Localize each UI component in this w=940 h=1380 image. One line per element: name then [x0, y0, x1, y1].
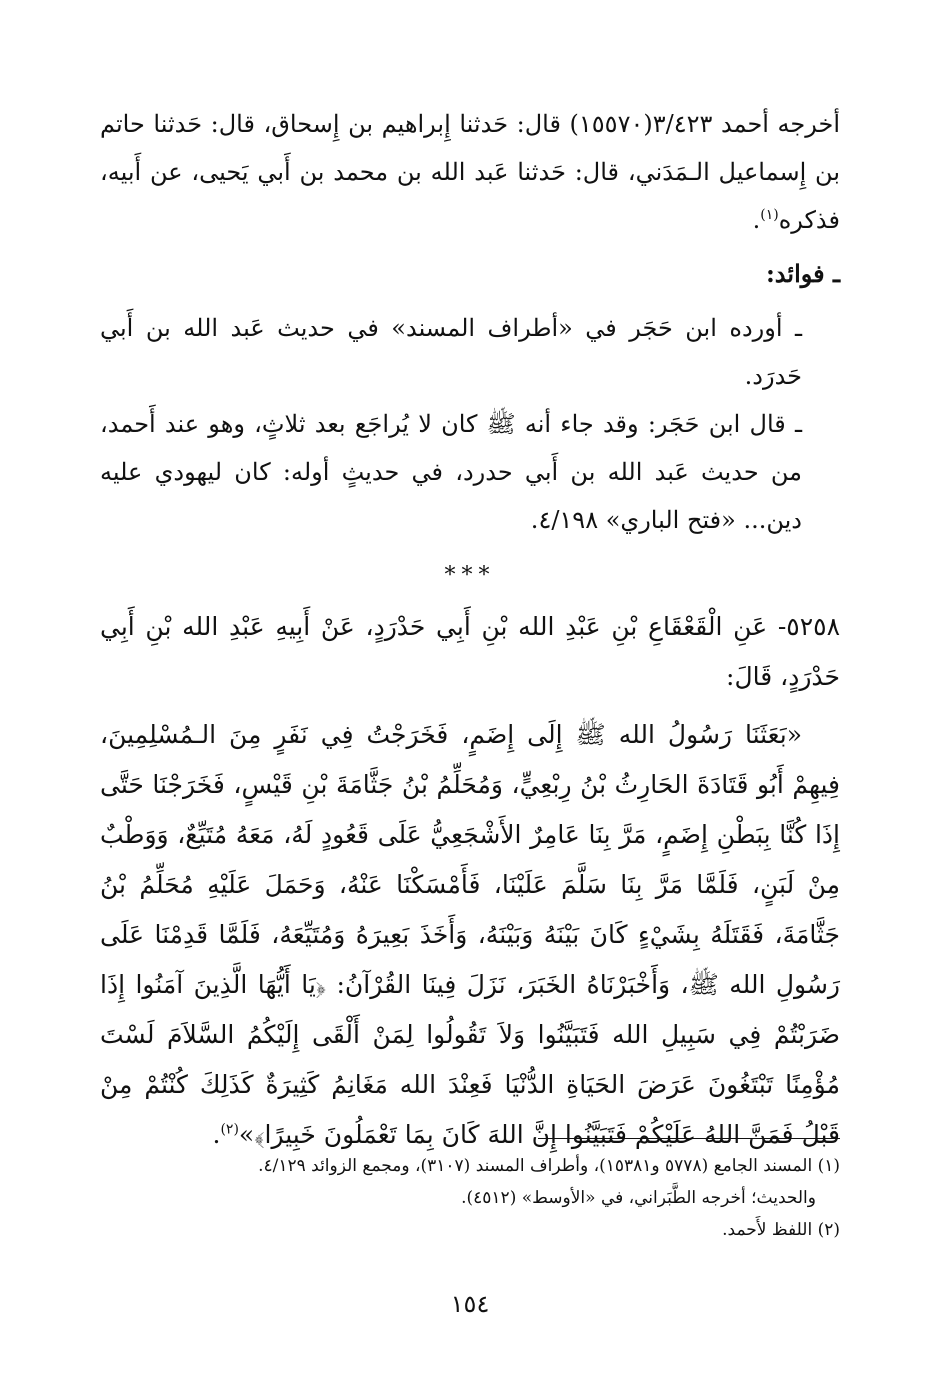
page-body [100, 100, 840, 1160]
hadith-isnad: ٥٢٥٨- عَنِ الْقَعْقَاعِ بْنِ عَبْدِ الله بْنِ أَبِي حَدْرَدٍ، عَنْ أَبِيهِ عَبْدِ الله بْنِ أَبِي حَدْرَدٍ، قَالَ: [100, 612, 840, 691]
benefit-note: ـ أورده ابن حَجَر في «أطراف المسند» في حديث عَبد الله بن أَبي حَدرَد. [100, 314, 802, 390]
section-separator: *** [444, 563, 496, 588]
hadith-matn: «بَعَثَنَا رَسُولُ الله ﷺ إِلَى إِضَمٍ، فَخَرَجْتُ فِي نَفَرٍ مِنَ الـمُسْلِمِينَ، فِيهِمْ أَبُو قَتَادَةَ الحَارِثُ بْنُ رِبْعِيٍّ، وَمُحَلِّمُ بْنُ جَثَّامَةَ بْنِ قَيْسٍ، فَخَرَجْنَا حَتَّى إِذَا كُنَّا بِبَطْنِ إِضَمٍ، مَرَّ بِنَا عَامِرٌ الأَشْجَعِيُّ عَلَى قَعُودٍ لَهُ، مَعَهُ مُتَيِّعٌ، وَوَطْبٌ مِنْ لَبَنٍ، فَلَمَّا مَرَّ بِنَا سَلَّمَ عَلَيْنَا، فَأَمْسَكْنَا عَنْهُ، وَحَمَلَ عَلَيْهِ مُحَلِّمُ بْنُ جَثَّامَةَ، فَقَتَلَهُ بِشَيْءٍ كَانَ بَيْنَهُ وَبَيْنَهُ، وَأَخَذَ بَعِيرَهُ وَمُتَيِّعَهُ، فَلَمَّا قَدِمْنَا عَلَى رَسُولِ الله ﷺ، وَأَخْبَرْنَاهُ الخَبَرَ، نَزَلَ فِينَا القُرْآنُ: ﴿يَا أَيُّهَا الَّذِينَ آمَنُوا إِذَا ضَرَبْتُمْ فِي سَبِيلِ الله فَتَبَيَّنُوا وَلاَ تَقُولُوا لِمَنْ أَلْقَى إِلَيْكُمُ السَّلاَمَ لَسْتَ مُؤْمِنًا تَبْتَغُونَ عَرَضَ الحَيَاةِ الدُّنْيَا فَعِنْدَ الله مَغَانِمُ كَثِيرَةٌ كَذَلِكَ كُنْتُمْ مِنْ قَبْلُ فَمَنَّ اللهُ عَلَيْكُمْ فَتَبَيَّنُوا إِنَّ اللهَ كَانَ بِمَا تَعْمَلُونَ خَبِيرًا﴾» [100, 720, 840, 1149]
hadith-end: . [212, 1120, 221, 1149]
intro-text: أخرجه أحمد ٣/٤٢٣(١٥٥٧٠) قال: حَدثنا إِبراهيم بن إِسحاق، قال: حَدثنا حاتم بن إِسماعيل الـمَدَني، قال: حَدثنا عَبد الله بن محمد بن أَبي يَحيى، عن أَبيه، فذكره [100, 110, 840, 234]
footnote-divider [538, 1138, 840, 1139]
footnote-ref-1[interactable]: (١) [760, 207, 779, 223]
page-number: ١٥٤ [450, 1290, 490, 1318]
footnote-2: (٢) اللفظ لأَحمد. [722, 1220, 840, 1240]
footnote-1-continuation: والحديث؛ أخرجه الطَّبَراني، في «الأوسط» (٤٥١٢). [461, 1188, 816, 1208]
benefits-heading: ـ فوائد: [765, 259, 840, 288]
footnotes [100, 1150, 840, 1246]
benefit-note: ـ قال ابن حَجَر: وقد جاء أنه ﷺ كان لا يُراجَع بعد ثلاثٍ، وهو عند أَحمد، من حديث عَبد الله بن أَبي حدرد، في حديثٍ أوله: كان ليهودي عليه دين... «فتح الباري» ٤/١٩٨. [100, 410, 802, 534]
footnote-1: (١) المسند الجامع (٥٧٧٨ و١٥٣٨١)، وأطراف المسند (٣١٠٧)، ومجمع الزوائد ٤/١٢٩. [258, 1156, 840, 1176]
hadith-text [100, 710, 840, 1160]
footnote-ref-2[interactable]: (٢) [220, 1121, 239, 1138]
intro-paragraph [100, 100, 840, 244]
intro-end: . [752, 206, 761, 234]
